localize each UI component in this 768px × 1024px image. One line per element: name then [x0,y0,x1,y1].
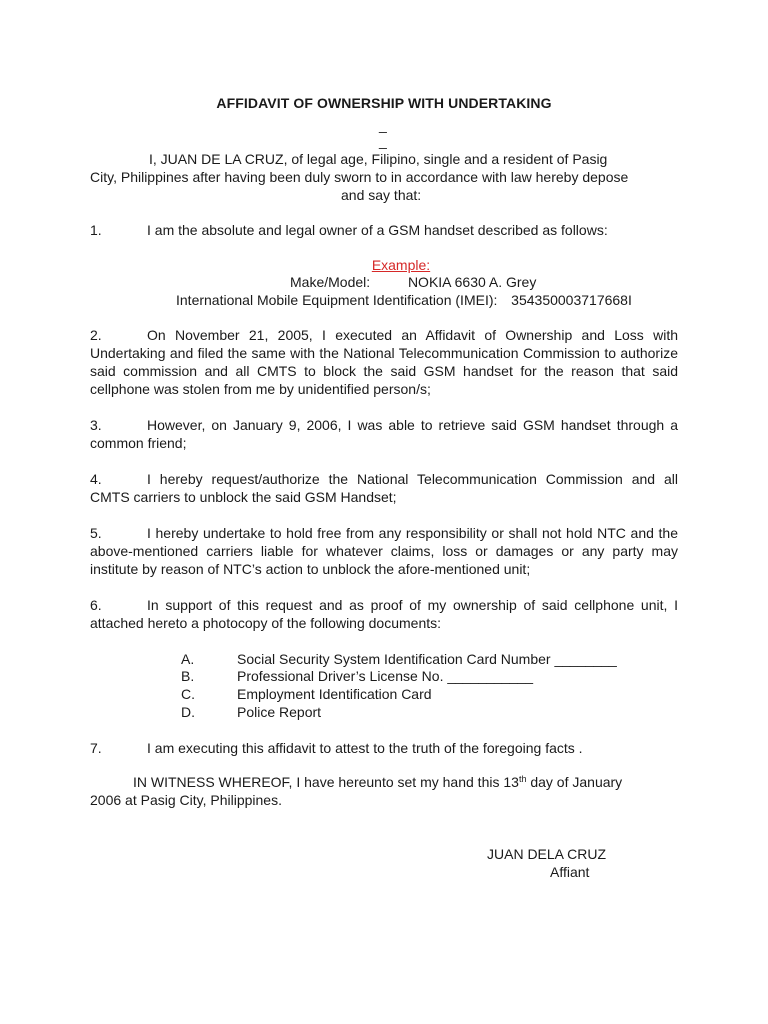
paragraph-number: 7. [90,740,102,756]
witness-superscript: th [518,774,527,784]
example-block [0,256,768,274]
paragraph-number: 2. [90,327,102,343]
paragraph-text: In support of this request and as proof of my ownership of said cellphone unit, I attached hereto a photocopy of the following documents: [90,597,678,631]
list-letter: A. [181,651,195,667]
make-model-label: Make/Model: [290,274,371,290]
paragraph-number: 4. [90,471,102,487]
document-list-item [181,650,617,668]
list-letter: C. [181,686,195,702]
intro-paragraph [90,150,676,204]
paragraph-number: 1. [90,222,102,238]
paragraph-3 [90,416,678,452]
witness-text: IN WITNESS WHEREOF, I have hereunto set my hand this 13 [133,774,519,790]
signatory-name: JUAN DELA CRUZ [487,846,607,862]
paragraph-text: On November 21, 2005, I executed an Affidavit of Ownership and Loss with Undertaking and filed the same with the National Telecommunication Commission to authorize said commission and all CMTS to block the said GSM handset for the reason that said cellphone was stolen from me by unidentified person/s; [90,327,678,397]
intro-line: I, JUAN DE LA CRUZ, of legal age, Filipino, single and a resident of Pasig [149,151,608,167]
paragraph-text: I am executing this affidavit to attest to the truth of the foregoing facts . [147,740,583,756]
paragraph-5 [90,524,678,578]
paragraph-1 [90,221,678,239]
witness-text: day of January [526,774,623,790]
list-letter: B. [181,668,195,684]
intro-line: and say that: [341,187,422,203]
example-label: Example: [371,257,431,273]
list-letter: D. [181,704,195,720]
paragraph-2 [90,326,678,398]
document-list-item [181,685,432,703]
list-text: Police Report [237,704,322,720]
paragraph-text: I hereby undertake to hold free from any responsibility or shall not hold NTC and the above-mentioned carriers liable for whatever claims, loss or damages or any party may institute by reason of NTC’s action to unblock the afore-mentioned unit; [90,525,678,577]
paragraph-text: However, on January 9, 2006, I was able to retrieve said GSM handset through a common friend; [90,417,678,451]
paragraph-text: I hereby request/authorize the National Telecommunication Commission and all CMTS carriers to unblock the said GSM Handset; [90,471,678,505]
witness-paragraph [90,773,678,809]
imei-value: 354350003717668I [511,292,632,308]
paragraph-4 [90,470,678,506]
paragraph-7 [90,739,678,757]
title-dash-mark: _ [379,133,387,149]
document-list-item [181,703,321,721]
title-dash-mark: _ [379,117,387,133]
imei-row [176,291,632,309]
imei-label: International Mobile Equipment Identification (IMEI): [176,292,498,308]
witness-line: 2006 at Pasig City, Philippines. [90,792,282,808]
list-text: Employment Identification Card [237,686,432,702]
paragraph-number: 5. [90,525,102,541]
make-model-value: NOKIA 6630 A. Grey [407,274,537,290]
paragraph-number: 6. [90,597,102,613]
document-title: AFFIDAVIT OF OWNERSHIP WITH UNDERTAKING [216,95,552,111]
list-text: Social Security System Identification Card Number ________ [237,651,617,667]
list-text: Professional Driver’s License No. ___________ [237,668,533,684]
signatory-role: Affiant [550,864,590,880]
paragraph-6 [90,596,678,632]
intro-line: City, Philippines after having been duly sworn to in accordance with law hereby depose [90,169,629,185]
document-list-item [181,667,533,685]
paragraph-text: I am the absolute and legal owner of a GSM handset described as follows: [147,222,608,238]
paragraph-number: 3. [90,417,102,433]
make-model-row [290,273,536,291]
